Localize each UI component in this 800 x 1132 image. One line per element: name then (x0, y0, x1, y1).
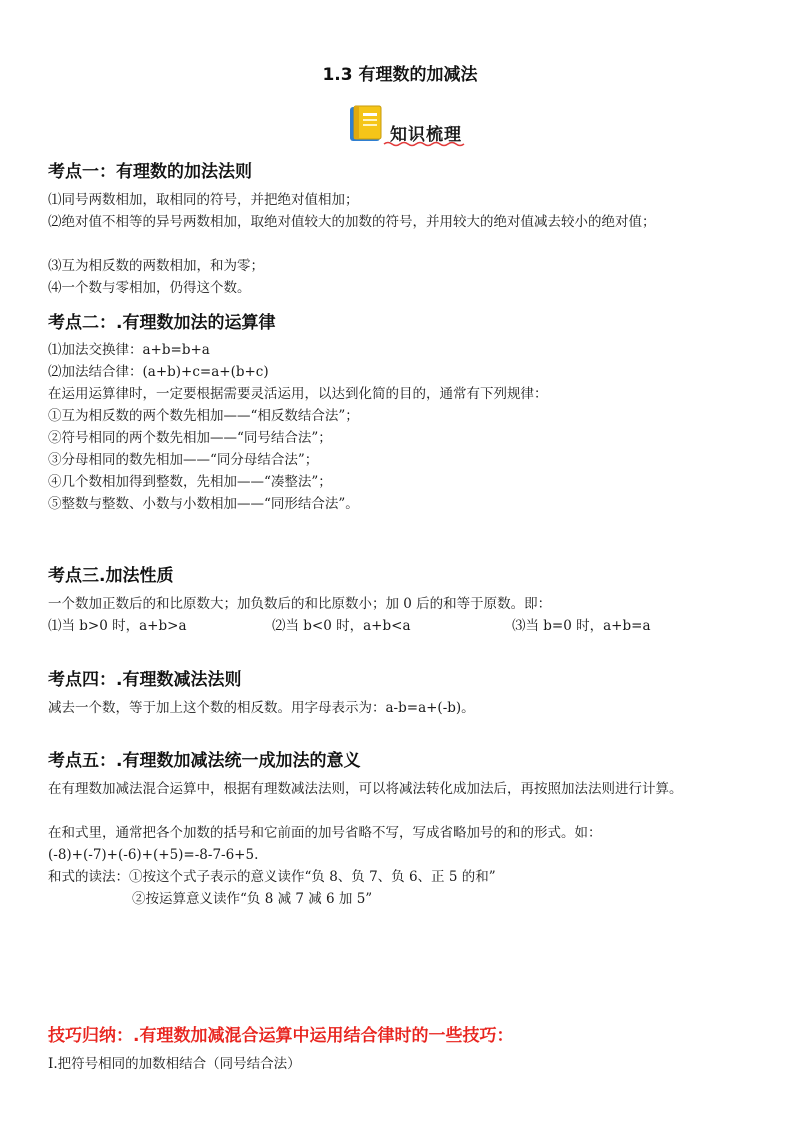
k1-item-1: ⑴同号两数相加，取相同的符号，并把绝对值相加； (48, 192, 359, 208)
k2-item-3: 在运用运算律时，一定要根据需要灵活运用，以达到化简的目的，通常有下列规律： (48, 386, 548, 402)
k5-paragraph-1: 在有理数加减法混合运算中，根据有理数减法法则，可以将减法转化成加法后，再按照加法法则进行计算。 (48, 781, 683, 797)
k2-item-4: ①互为相反数的两个数先相加——“相反数结合法”； (48, 408, 359, 424)
k2-item-5: ②符号相同的两个数先相加——“同号结合法”； (48, 430, 332, 446)
section-heading-3: 考点三.加法性质 (48, 566, 174, 586)
section-heading-1: 考点一：有理数的加法法则 (48, 162, 252, 182)
k5-reading-1: 和式的读法：①按这个式子表示的意义读作“负 8、负 7、负 6、正 5 的和” (48, 869, 496, 885)
knowledge-banner (348, 104, 468, 150)
tips-heading: 技巧归纳：.有理数加减混合运算中运用结合律时的一些技巧： (48, 1026, 514, 1046)
banner-label: 知识梳理 (390, 125, 462, 145)
k2-item-2: ⑵加法结合律：(a+b)+c=a+(b+c) (48, 364, 269, 380)
section-heading-2: 考点二：.有理数加法的运算律 (48, 313, 276, 333)
section-heading-4: 考点四：.有理数减法法则 (48, 670, 242, 690)
k2-item-6: ③分母相同的数先相加——“同分母结合法”； (48, 452, 319, 468)
k5-paragraph-2: 在和式里，通常把各个加数的括号和它前面的加号省略不写，写成省略加号的和的形式。如： (48, 825, 602, 841)
section-heading-5: 考点五：.有理数加减法统一成加法的意义 (48, 751, 361, 771)
k1-item-2: ⑵绝对值不相等的异号两数相加，取绝对值较大的加数的符号，并用较大的绝对值减去较小的绝对值； (48, 214, 656, 230)
k3-intro: 一个数加正数后的和比原数大；加负数后的和比原数小；加 0 后的和等于原数。即： (48, 596, 552, 612)
k4-text: 减去一个数，等于加上这个数的相反数。用字母表示为：a-b=a+(-b)。 (48, 700, 475, 716)
k2-item-1: ⑴加法交换律：a+b=b+a (48, 342, 210, 358)
tips-item-1: Ⅰ.把符号相同的加数相结合（同号结合法） (48, 1056, 301, 1072)
page-title: 1.3 有理数的加减法 (322, 65, 478, 85)
k1-item-3: ⑶互为相反数的两数相加，和为零； (48, 258, 264, 274)
k3-case-3: ⑶当 b=0 时，a+b=a (512, 618, 651, 634)
k3-case-1: ⑴当 b>0 时，a+b>a (48, 618, 187, 634)
k5-reading-2: ②按运算意义读作“负 8 减 7 减 6 加 5” (132, 891, 373, 907)
k3-case-2: ⑵当 b<0 时，a+b<a (272, 618, 411, 634)
k2-item-8: ⑤整数与整数、小数与小数相加——“同形结合法”。 (48, 496, 359, 512)
k5-example-expression: (-8)+(-7)+(-6)+(+5)=-8-7-6+5. (48, 847, 259, 863)
k1-item-4: ⑷一个数与零相加，仍得这个数。 (48, 280, 251, 296)
k2-item-7: ④几个数相加得到整数，先相加——“凑整法”； (48, 474, 332, 490)
